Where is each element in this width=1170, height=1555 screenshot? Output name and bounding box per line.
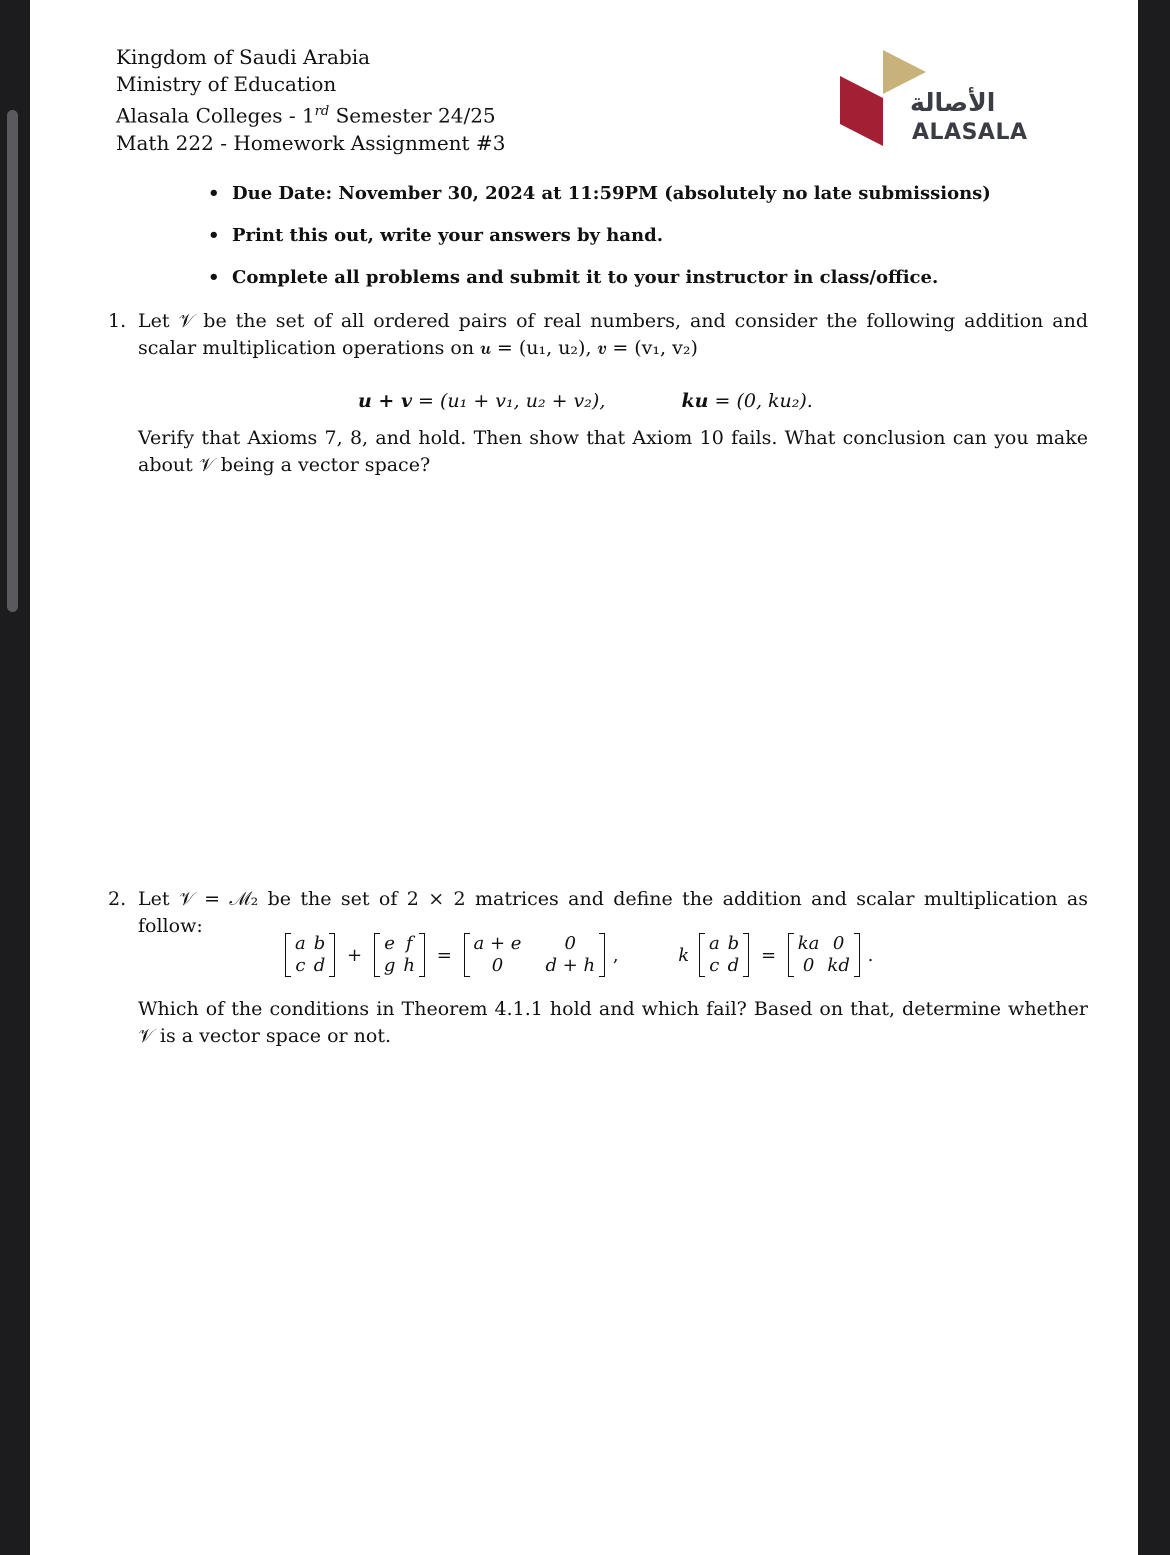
- header-ministry: Ministry of Education: [116, 72, 337, 96]
- problem-2-number: 2.: [108, 888, 127, 910]
- logo-english-text: ALASALA: [912, 120, 1028, 145]
- instruction-due-date: [208, 180, 991, 222]
- instruction-submit: [208, 264, 991, 306]
- problem-2-question-text: Which of the conditions in Theorem 4.1.1 hold and which fail? Based on that, determine whether 𝒱 is a vector space or not.: [138, 998, 1088, 1047]
- document-page: [30, 0, 1138, 1555]
- matrix-cell: 0: [832, 933, 845, 954]
- problem-2-matrix-definitions: [285, 933, 879, 993]
- header-college: [116, 98, 505, 130]
- scrollbar[interactable]: [7, 110, 18, 612]
- comma-separator: ,: [612, 944, 619, 966]
- problem-2-question: [138, 996, 1088, 1050]
- equals-operator: =: [436, 944, 452, 966]
- addition-lhs: u + v: [358, 390, 413, 412]
- matrix-cell: 0: [802, 955, 815, 976]
- matrix-cell: h: [403, 955, 415, 976]
- matrix-cell: a: [295, 933, 306, 954]
- matrix-cell: e: [384, 933, 395, 954]
- header-country: Kingdom of Saudi Arabia: [116, 45, 371, 69]
- header-course: Math 222 - Homework Assignment #3: [116, 130, 506, 155]
- scalar-equation: [681, 390, 812, 412]
- header-college-sup: rd: [314, 104, 330, 119]
- scalar-k: k: [678, 944, 690, 966]
- header-college-pre: Alasala Colleges - 1: [116, 103, 315, 128]
- matrix-cell: d + h: [545, 955, 596, 976]
- matrix-cell: ka: [797, 933, 820, 954]
- instruction-print: [208, 222, 991, 264]
- bullet-dot-icon: •: [208, 183, 220, 204]
- matrix-abcd: [285, 933, 335, 977]
- matrix-cell: b: [313, 933, 326, 954]
- matrix-cell: 0: [491, 955, 504, 976]
- matrix-efgh: [374, 933, 425, 977]
- equals-operator: =: [760, 944, 777, 966]
- matrix-sum-result: [464, 933, 606, 977]
- matrix-cell: kd: [827, 955, 850, 976]
- problem-1-equations: [358, 390, 813, 412]
- matrix-cell: 0: [564, 933, 576, 954]
- matrix-cell: d: [727, 955, 740, 976]
- logo-arabic-text: الأصالة: [910, 88, 996, 117]
- matrix-cell: f: [405, 933, 413, 954]
- instruction-text: Print this out, write your answers by hand.: [232, 225, 663, 246]
- instructions-list: [208, 180, 991, 306]
- matrix-cell: d: [313, 955, 326, 976]
- addition-equation: [358, 390, 605, 412]
- header-college-post: Semester 24/25: [329, 103, 496, 128]
- problem-1-question-text: Verify that Axioms 7, 8, and hold. Then show that Axiom 10 fails. What conclusion can you make about 𝒱 being a vector space?: [138, 427, 1088, 476]
- matrix-cell: c: [709, 955, 720, 976]
- problem-2-intro: Let 𝒱 = ℳ₂ be the set of 2 × 2 matrices and define the addition and scalar multiplication as follow:: [138, 888, 1088, 937]
- problem-1: [108, 308, 1088, 362]
- period: .: [867, 944, 874, 966]
- bullet-dot-icon: •: [208, 267, 220, 288]
- matrix-cell: g: [383, 955, 396, 976]
- instruction-text: Due Date: November 30, 2024 at 11:59PM (absolutely no late submissions): [232, 183, 991, 204]
- plus-operator: +: [347, 944, 363, 966]
- bullet-dot-icon: •: [208, 225, 220, 246]
- instruction-text: Complete all problems and submit it to your instructor in class/office.: [232, 267, 939, 288]
- document-header: [116, 44, 505, 157]
- problem-1-question: [138, 425, 1088, 479]
- matrix-cell: a + e: [473, 933, 522, 954]
- matrix-abcd-scaled: [699, 933, 749, 977]
- problem-1-number: 1.: [108, 310, 127, 332]
- matrix-cell: c: [295, 955, 306, 976]
- matrix-cell: a: [708, 933, 720, 954]
- problem-1-intro: Let 𝒱 be the set of all ordered pairs of real numbers, and consider the following addition and scalar multiplication operations on 𝒖 = (u₁, u₂), 𝒗 = (v₁, v₂): [138, 310, 1088, 359]
- scalar-rhs: = (0, ku₂).: [708, 390, 813, 412]
- problem-2: [108, 886, 1088, 940]
- addition-rhs: = (u₁ + v₁, u₂ + v₂),: [412, 390, 606, 412]
- matrix-scalar-result: [788, 933, 860, 977]
- matrix-cell: b: [727, 933, 740, 954]
- scalar-lhs: ku: [681, 390, 709, 412]
